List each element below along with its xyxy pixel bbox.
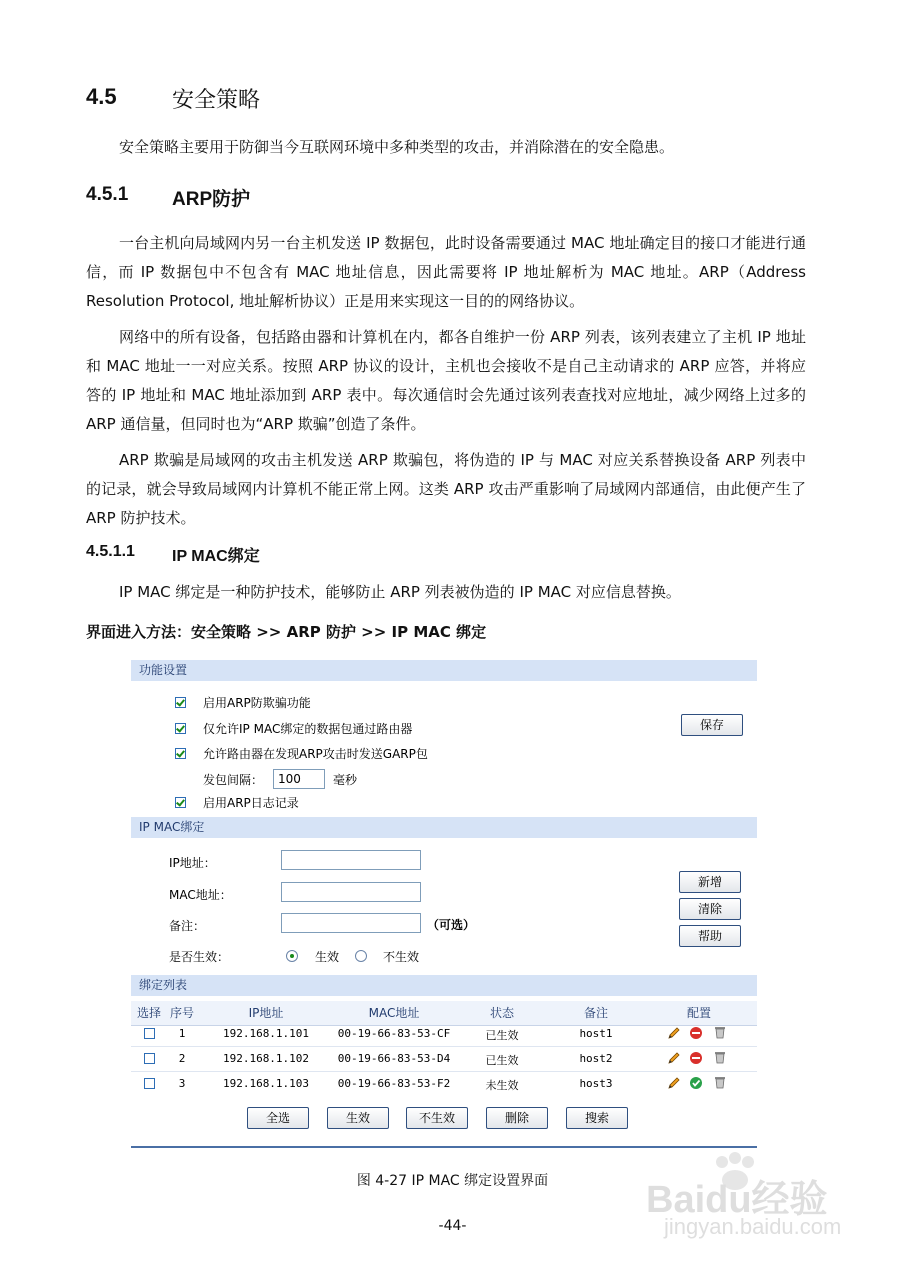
subsection-title: ARP防护 bbox=[172, 189, 251, 210]
ip-input[interactable] bbox=[281, 850, 421, 870]
row-ip: 192.168.1.103 bbox=[222, 1077, 310, 1090]
row-status: 已生效 bbox=[485, 1029, 519, 1042]
row-mac: 00-19-66-83-53-F2 bbox=[337, 1077, 451, 1090]
help-button[interactable]: 帮助 bbox=[679, 925, 741, 947]
col-number: 序号 bbox=[169, 1006, 194, 1020]
col-ip: IP地址 bbox=[248, 1006, 284, 1020]
edit-icon[interactable] bbox=[667, 1026, 681, 1040]
ip-label: IP地址： bbox=[169, 856, 216, 870]
row-note: host2 bbox=[579, 1052, 613, 1065]
enable-arp-checkbox[interactable] bbox=[175, 697, 186, 708]
paragraph-2: 网络中的所有设备，包括路由器和计算机在内，都各自维护一份 ARP 列表，该列表建立了主机 IP 地址和 MAC 地址一一对应关系。按照 ARP 协议的设计，主机也会接收不是自己主动请求的 ARP 应答，并将应答的 IP 地址和 MAC 地址添加到 ARP 表中。每次通信时会先通过该列表查找对应地址，减少网络上过多的 ARP 通信量，但同时也为“ARP 欺骗”创造了条件。 bbox=[86, 328, 806, 433]
paragraph-1: 一台主机向局域网内另一台主机发送 IP 数据包，此时设备需要通过 MAC 地址确定目的接口才能进行通信，而 IP 数据包中不包含有 MAC 地址信息，因此需要将 IP 地址解析为 MAC 地址。ARP（Address Resolution Protocol, 地址解析协议）正是用来实现这一目的的网络协议。 bbox=[86, 234, 806, 310]
only-bound-checkbox[interactable] bbox=[175, 723, 186, 734]
interval-input[interactable]: 100 bbox=[273, 769, 325, 789]
enable-arp-label: 启用ARP防欺骗功能 bbox=[203, 696, 311, 710]
row-number: 3 bbox=[178, 1077, 186, 1090]
navigation-path: 界面进入方法：安全策略 >> ARP 防护 >> IP MAC 绑定 bbox=[86, 623, 487, 641]
only-bound-label: 仅允许IP MAC绑定的数据包通过路由器 bbox=[203, 722, 413, 736]
section-title: 安全策略 bbox=[172, 88, 261, 113]
row-divider bbox=[131, 1046, 757, 1047]
paragraph-3: ARP 欺骗是局域网的攻击主机发送 ARP 欺骗包，将伪造的 IP 与 MAC 对应关系替换设备 ARP 列表中的记录，就会导致局域网内计算机不能正常上网。这类 ARP 攻击严重影响了局域网内部通信，由此便产生了 ARP 防护技术。 bbox=[86, 451, 806, 527]
send-garp-label: 允许路由器在发现ARP攻击时发送GARP包 bbox=[203, 747, 428, 761]
clear-button[interactable]: 清除 bbox=[679, 898, 741, 920]
enable-icon[interactable] bbox=[689, 1076, 703, 1090]
row-note: host1 bbox=[579, 1027, 613, 1040]
binding-list-header: 绑定列表 bbox=[131, 975, 757, 996]
col-status: 状态 bbox=[489, 1006, 514, 1020]
delete-icon[interactable] bbox=[713, 1075, 727, 1089]
section-number: 4.5 bbox=[86, 84, 117, 109]
delete-icon[interactable] bbox=[713, 1050, 727, 1064]
mac-label: MAC地址： bbox=[169, 888, 232, 902]
optional-hint: （可选） bbox=[427, 918, 476, 932]
effect-off-label: 不生效 bbox=[383, 950, 420, 964]
enable-log-label: 启用ARP日志记录 bbox=[203, 796, 299, 810]
subsection-number: 4.5.1 bbox=[86, 184, 129, 205]
note-label: 备注： bbox=[169, 919, 206, 933]
enable-log-checkbox[interactable] bbox=[175, 797, 186, 808]
page-number: -44- bbox=[438, 1218, 467, 1234]
function-settings-header: 功能设置 bbox=[131, 660, 757, 681]
save-button[interactable]: 保存 bbox=[681, 714, 743, 736]
effect-radio-on[interactable] bbox=[286, 950, 298, 962]
search-button[interactable]: 搜索 bbox=[566, 1107, 628, 1129]
col-config: 配置 bbox=[686, 1006, 711, 1020]
effect-radio-off[interactable] bbox=[355, 950, 367, 962]
interval-label: 发包间隔： bbox=[203, 773, 264, 787]
row-divider bbox=[131, 1071, 757, 1072]
row-checkbox[interactable] bbox=[144, 1028, 155, 1039]
send-garp-checkbox[interactable] bbox=[175, 748, 186, 759]
row-ip: 192.168.1.102 bbox=[222, 1052, 310, 1065]
edit-icon[interactable] bbox=[667, 1051, 681, 1065]
effect-label: 是否生效： bbox=[169, 950, 230, 964]
effect-on-label: 生效 bbox=[315, 950, 340, 964]
subsubsection-title: IP MAC绑定 bbox=[172, 548, 260, 565]
figure-caption: 图 4-27 IP MAC 绑定设置界面 bbox=[356, 1173, 549, 1189]
ip-mac-binding-header: IP MAC绑定 bbox=[131, 817, 757, 838]
interval-unit: 毫秒 bbox=[333, 773, 358, 787]
disable-button[interactable]: 不生效 bbox=[406, 1107, 468, 1129]
delete-icon[interactable] bbox=[713, 1025, 727, 1039]
row-mac: 00-19-66-83-53-CF bbox=[337, 1027, 451, 1040]
watermark-brand: Baidu经验 bbox=[646, 1179, 828, 1221]
watermark-url: jingyan.baidu.com bbox=[664, 1214, 842, 1239]
row-mac: 00-19-66-83-53-D4 bbox=[337, 1052, 451, 1065]
note-input[interactable] bbox=[281, 913, 421, 933]
select-all-button[interactable]: 全选 bbox=[247, 1107, 309, 1129]
row-checkbox[interactable] bbox=[144, 1078, 155, 1089]
row-number: 2 bbox=[178, 1052, 186, 1065]
subsubsection-number: 4.5.1.1 bbox=[86, 543, 135, 560]
disable-icon[interactable] bbox=[689, 1026, 703, 1040]
panel-bottom-rule bbox=[131, 1146, 757, 1148]
row-checkbox[interactable] bbox=[144, 1053, 155, 1064]
edit-icon[interactable] bbox=[667, 1076, 681, 1090]
row-status: 已生效 bbox=[485, 1054, 519, 1067]
col-select: 选择 bbox=[136, 1006, 161, 1020]
disable-icon[interactable] bbox=[689, 1051, 703, 1065]
mac-input[interactable] bbox=[281, 882, 421, 902]
row-status: 未生效 bbox=[485, 1079, 519, 1092]
delete-button[interactable]: 删除 bbox=[486, 1107, 548, 1129]
subsubsection-intro: IP MAC 绑定是一种防护技术，能够防止 ARP 列表被伪造的 IP MAC 对应信息替换。 bbox=[119, 583, 681, 601]
row-note: host3 bbox=[579, 1077, 613, 1090]
section-intro: 安全策略主要用于防御当今互联网环境中多种类型的攻击，并消除潜在的安全隐患。 bbox=[119, 138, 675, 156]
ip-mac-binding-panel bbox=[131, 660, 757, 1150]
row-number: 1 bbox=[178, 1027, 186, 1040]
add-button[interactable]: 新增 bbox=[679, 871, 741, 893]
col-mac: MAC地址 bbox=[368, 1006, 420, 1020]
row-ip: 192.168.1.101 bbox=[222, 1027, 310, 1040]
enable-button[interactable]: 生效 bbox=[327, 1107, 389, 1129]
col-note: 备注 bbox=[583, 1006, 608, 1020]
